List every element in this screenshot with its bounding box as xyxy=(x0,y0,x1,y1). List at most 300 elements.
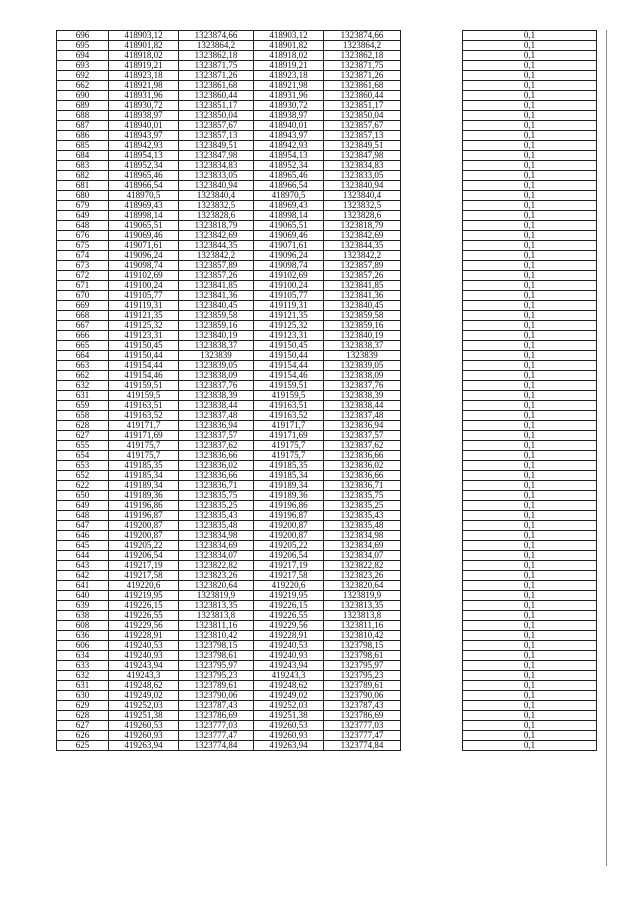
point-number-cell: 662 xyxy=(57,371,109,381)
tolerance-cell: 0,1 xyxy=(463,231,597,241)
x-coordinate-new-cell: 419185,35 xyxy=(254,461,324,471)
x-coordinate-cell: 419100,24 xyxy=(109,281,179,291)
x-coordinate-cell: 418923,18 xyxy=(109,71,179,81)
tolerance-cell: 0,1 xyxy=(463,591,597,601)
y-coordinate-new-cell: 1323790,06 xyxy=(324,691,401,701)
y-coordinate-cell: 1323859,16 xyxy=(179,321,254,331)
y-coordinate-cell: 1323774,84 xyxy=(179,741,254,751)
table-row xyxy=(57,471,597,481)
x-coordinate-new-cell: 419228,91 xyxy=(254,631,324,641)
spacer-cell xyxy=(401,561,463,571)
point-number-cell: 633 xyxy=(57,661,109,671)
y-coordinate-cell: 1323822,82 xyxy=(179,561,254,571)
point-number-cell: 645 xyxy=(57,541,109,551)
table-row xyxy=(57,31,597,41)
table-row xyxy=(57,681,597,691)
y-coordinate-cell: 1323840,94 xyxy=(179,181,254,191)
y-coordinate-new-cell: 1323837,57 xyxy=(324,431,401,441)
x-coordinate-cell: 419125,32 xyxy=(109,321,179,331)
table-row xyxy=(57,71,597,81)
y-coordinate-cell: 1323847,98 xyxy=(179,151,254,161)
x-coordinate-new-cell: 419260,53 xyxy=(254,721,324,731)
x-coordinate-cell: 419189,34 xyxy=(109,481,179,491)
table-row xyxy=(57,41,597,51)
x-coordinate-new-cell: 418943,97 xyxy=(254,131,324,141)
x-coordinate-new-cell: 418966,54 xyxy=(254,181,324,191)
x-coordinate-new-cell: 419226,15 xyxy=(254,601,324,611)
table-row xyxy=(57,631,597,641)
y-coordinate-cell: 1323790,06 xyxy=(179,691,254,701)
spacer-cell xyxy=(401,721,463,731)
tolerance-cell: 0,1 xyxy=(463,731,597,741)
y-coordinate-new-cell: 1323836,71 xyxy=(324,481,401,491)
table-row xyxy=(57,541,597,551)
y-coordinate-cell: 1323849,51 xyxy=(179,141,254,151)
spacer-cell xyxy=(401,481,463,491)
x-coordinate-cell: 419159,51 xyxy=(109,381,179,391)
point-number-cell: 665 xyxy=(57,341,109,351)
x-coordinate-new-cell: 418965,46 xyxy=(254,171,324,181)
x-coordinate-new-cell: 419263,94 xyxy=(254,741,324,751)
table-row xyxy=(57,421,597,431)
spacer-cell xyxy=(401,221,463,231)
tolerance-cell: 0,1 xyxy=(463,291,597,301)
point-number-cell: 632 xyxy=(57,671,109,681)
spacer-cell xyxy=(401,631,463,641)
tolerance-cell: 0,1 xyxy=(463,551,597,561)
tolerance-cell: 0,1 xyxy=(463,471,597,481)
x-coordinate-new-cell: 419240,53 xyxy=(254,641,324,651)
x-coordinate-cell: 419069,46 xyxy=(109,231,179,241)
table-row xyxy=(57,181,597,191)
point-number-cell: 693 xyxy=(57,61,109,71)
y-coordinate-cell: 1323836,66 xyxy=(179,451,254,461)
x-coordinate-new-cell: 419175,7 xyxy=(254,441,324,451)
spacer-cell xyxy=(401,521,463,531)
y-coordinate-cell: 1323777,03 xyxy=(179,721,254,731)
table-row xyxy=(57,211,597,221)
y-coordinate-cell: 1323851,17 xyxy=(179,101,254,111)
y-coordinate-cell: 1323777,47 xyxy=(179,731,254,741)
tolerance-cell: 0,1 xyxy=(463,581,597,591)
y-coordinate-cell: 1323823,26 xyxy=(179,571,254,581)
x-coordinate-new-cell: 418921,98 xyxy=(254,81,324,91)
tolerance-cell: 0,1 xyxy=(463,671,597,681)
y-coordinate-cell: 1323838,39 xyxy=(179,391,254,401)
x-coordinate-new-cell: 418930,72 xyxy=(254,101,324,111)
x-coordinate-new-cell: 419150,44 xyxy=(254,351,324,361)
spacer-cell xyxy=(401,551,463,561)
x-coordinate-new-cell: 419206,54 xyxy=(254,551,324,561)
tolerance-cell: 0,1 xyxy=(463,491,597,501)
y-coordinate-cell: 1323838,44 xyxy=(179,401,254,411)
table-row xyxy=(57,301,597,311)
x-coordinate-new-cell: 419243,3 xyxy=(254,671,324,681)
x-coordinate-new-cell: 419121,35 xyxy=(254,311,324,321)
x-coordinate-cell: 418965,46 xyxy=(109,171,179,181)
spacer-cell xyxy=(401,271,463,281)
x-coordinate-new-cell: 419189,36 xyxy=(254,491,324,501)
tolerance-cell: 0,1 xyxy=(463,211,597,221)
y-coordinate-new-cell: 1323837,48 xyxy=(324,411,401,421)
x-coordinate-cell: 419243,94 xyxy=(109,661,179,671)
x-coordinate-cell: 419200,87 xyxy=(109,521,179,531)
spacer-cell xyxy=(401,181,463,191)
spacer-cell xyxy=(401,251,463,261)
x-coordinate-cell: 419240,93 xyxy=(109,651,179,661)
spacer-cell xyxy=(401,81,463,91)
tolerance-cell: 0,1 xyxy=(463,381,597,391)
y-coordinate-cell: 1323871,26 xyxy=(179,71,254,81)
x-coordinate-new-cell: 419248,62 xyxy=(254,681,324,691)
table-row xyxy=(57,331,597,341)
table-row xyxy=(57,261,597,271)
y-coordinate-cell: 1323835,43 xyxy=(179,511,254,521)
point-number-cell: 639 xyxy=(57,601,109,611)
y-coordinate-new-cell: 1323835,43 xyxy=(324,511,401,521)
x-coordinate-cell: 418943,97 xyxy=(109,131,179,141)
point-number-cell: 662 xyxy=(57,81,109,91)
y-coordinate-cell: 1323832,5 xyxy=(179,201,254,211)
x-coordinate-new-cell: 419096,24 xyxy=(254,251,324,261)
x-coordinate-new-cell: 419102,69 xyxy=(254,271,324,281)
tolerance-cell: 0,1 xyxy=(463,331,597,341)
y-coordinate-cell: 1323835,25 xyxy=(179,501,254,511)
spacer-cell xyxy=(401,431,463,441)
x-coordinate-new-cell: 418940,01 xyxy=(254,121,324,131)
y-coordinate-cell: 1323864,2 xyxy=(179,41,254,51)
y-coordinate-new-cell: 1323849,51 xyxy=(324,141,401,151)
y-coordinate-new-cell: 1323777,03 xyxy=(324,721,401,731)
y-coordinate-new-cell: 1323774,84 xyxy=(324,741,401,751)
y-coordinate-new-cell: 1323839,05 xyxy=(324,361,401,371)
x-coordinate-cell: 419226,55 xyxy=(109,611,179,621)
y-coordinate-new-cell: 1323862,18 xyxy=(324,51,401,61)
y-coordinate-new-cell: 1323789,61 xyxy=(324,681,401,691)
x-coordinate-cell: 419226,15 xyxy=(109,601,179,611)
spacer-cell xyxy=(401,681,463,691)
y-coordinate-new-cell: 1323857,67 xyxy=(324,121,401,131)
x-coordinate-cell: 419217,58 xyxy=(109,571,179,581)
tolerance-cell: 0,1 xyxy=(463,41,597,51)
spacer-cell xyxy=(401,51,463,61)
y-coordinate-cell: 1323837,76 xyxy=(179,381,254,391)
y-coordinate-new-cell: 1323798,15 xyxy=(324,641,401,651)
tolerance-cell: 0,1 xyxy=(463,451,597,461)
table-row xyxy=(57,221,597,231)
point-number-cell: 671 xyxy=(57,281,109,291)
tolerance-cell: 0,1 xyxy=(463,301,597,311)
point-number-cell: 655 xyxy=(57,441,109,451)
x-coordinate-new-cell: 419200,87 xyxy=(254,531,324,541)
spacer-cell xyxy=(401,41,463,51)
y-coordinate-new-cell: 1323838,39 xyxy=(324,391,401,401)
x-coordinate-cell: 419240,53 xyxy=(109,641,179,651)
point-number-cell: 652 xyxy=(57,471,109,481)
x-coordinate-new-cell: 419251,38 xyxy=(254,711,324,721)
x-coordinate-cell: 418998,14 xyxy=(109,211,179,221)
y-coordinate-new-cell: 1323786,69 xyxy=(324,711,401,721)
tolerance-cell: 0,1 xyxy=(463,531,597,541)
y-coordinate-new-cell: 1323834,83 xyxy=(324,161,401,171)
x-coordinate-cell: 419252,03 xyxy=(109,701,179,711)
x-coordinate-new-cell: 419125,32 xyxy=(254,321,324,331)
y-coordinate-new-cell: 1323836,94 xyxy=(324,421,401,431)
spacer-cell xyxy=(401,341,463,351)
table-row xyxy=(57,171,597,181)
y-coordinate-cell: 1323833,05 xyxy=(179,171,254,181)
x-coordinate-cell: 419096,24 xyxy=(109,251,179,261)
point-number-cell: 674 xyxy=(57,251,109,261)
point-number-cell: 626 xyxy=(57,731,109,741)
y-coordinate-cell: 1323837,57 xyxy=(179,431,254,441)
x-coordinate-new-cell: 419243,94 xyxy=(254,661,324,671)
y-coordinate-cell: 1323828,6 xyxy=(179,211,254,221)
x-coordinate-new-cell: 419226,55 xyxy=(254,611,324,621)
x-coordinate-cell: 419217,19 xyxy=(109,561,179,571)
table-row xyxy=(57,351,597,361)
table-row xyxy=(57,381,597,391)
point-number-cell: 640 xyxy=(57,591,109,601)
x-coordinate-new-cell: 419163,51 xyxy=(254,401,324,411)
table-row xyxy=(57,341,597,351)
x-coordinate-new-cell: 419229,56 xyxy=(254,621,324,631)
point-number-cell: 630 xyxy=(57,691,109,701)
point-number-cell: 673 xyxy=(57,261,109,271)
point-number-cell: 659 xyxy=(57,401,109,411)
tolerance-cell: 0,1 xyxy=(463,71,597,81)
y-coordinate-cell: 1323834,07 xyxy=(179,551,254,561)
spacer-cell xyxy=(401,61,463,71)
x-coordinate-cell: 418903,12 xyxy=(109,31,179,41)
x-coordinate-new-cell: 419171,69 xyxy=(254,431,324,441)
spacer-cell xyxy=(401,121,463,131)
y-coordinate-cell: 1323836,66 xyxy=(179,471,254,481)
x-coordinate-cell: 419071,61 xyxy=(109,241,179,251)
point-number-cell: 696 xyxy=(57,31,109,41)
x-coordinate-new-cell: 419105,77 xyxy=(254,291,324,301)
x-coordinate-new-cell: 418919,21 xyxy=(254,61,324,71)
tolerance-cell: 0,1 xyxy=(463,481,597,491)
spacer-cell xyxy=(401,541,463,551)
y-coordinate-new-cell: 1323823,26 xyxy=(324,571,401,581)
y-coordinate-cell: 1323839 xyxy=(179,351,254,361)
point-number-cell: 666 xyxy=(57,331,109,341)
y-coordinate-cell: 1323841,36 xyxy=(179,291,254,301)
y-coordinate-new-cell: 1323840,4 xyxy=(324,191,401,201)
point-number-cell: 664 xyxy=(57,351,109,361)
x-coordinate-cell: 419220,6 xyxy=(109,581,179,591)
y-coordinate-cell: 1323842,69 xyxy=(179,231,254,241)
tolerance-cell: 0,1 xyxy=(463,571,597,581)
x-coordinate-new-cell: 419154,44 xyxy=(254,361,324,371)
y-coordinate-new-cell: 1323857,26 xyxy=(324,271,401,281)
spacer-cell xyxy=(401,611,463,621)
x-coordinate-cell: 419229,56 xyxy=(109,621,179,631)
y-coordinate-cell: 1323857,89 xyxy=(179,261,254,271)
spacer-cell xyxy=(401,421,463,431)
spacer-cell xyxy=(401,301,463,311)
y-coordinate-new-cell: 1323850,04 xyxy=(324,111,401,121)
point-number-cell: 668 xyxy=(57,311,109,321)
table-row xyxy=(57,521,597,531)
tolerance-cell: 0,1 xyxy=(463,371,597,381)
tolerance-cell: 0,1 xyxy=(463,131,597,141)
y-coordinate-new-cell: 1323828,6 xyxy=(324,211,401,221)
x-coordinate-cell: 419185,35 xyxy=(109,461,179,471)
table-row xyxy=(57,561,597,571)
table-row xyxy=(57,161,597,171)
point-number-cell: 682 xyxy=(57,171,109,181)
table-row xyxy=(57,151,597,161)
y-coordinate-new-cell: 1323819,9 xyxy=(324,591,401,601)
y-coordinate-cell: 1323859,58 xyxy=(179,311,254,321)
tolerance-cell: 0,1 xyxy=(463,631,597,641)
x-coordinate-cell: 419150,44 xyxy=(109,351,179,361)
point-number-cell: 625 xyxy=(57,741,109,751)
y-coordinate-new-cell: 1323857,13 xyxy=(324,131,401,141)
x-coordinate-cell: 418938,97 xyxy=(109,111,179,121)
point-number-cell: 687 xyxy=(57,121,109,131)
table-row xyxy=(57,551,597,561)
y-coordinate-new-cell: 1323851,17 xyxy=(324,101,401,111)
y-coordinate-new-cell: 1323840,19 xyxy=(324,331,401,341)
table-row xyxy=(57,621,597,631)
table-row xyxy=(57,651,597,661)
point-number-cell: 649 xyxy=(57,211,109,221)
spacer-cell xyxy=(401,451,463,461)
y-coordinate-new-cell: 1323822,82 xyxy=(324,561,401,571)
spacer-cell xyxy=(401,491,463,501)
point-number-cell: 672 xyxy=(57,271,109,281)
y-coordinate-cell: 1323835,48 xyxy=(179,521,254,531)
x-coordinate-cell: 419260,93 xyxy=(109,731,179,741)
table-row xyxy=(57,571,597,581)
spacer-cell xyxy=(401,141,463,151)
x-coordinate-cell: 419175,7 xyxy=(109,441,179,451)
y-coordinate-cell: 1323860,44 xyxy=(179,91,254,101)
point-number-cell: 638 xyxy=(57,611,109,621)
y-coordinate-cell: 1323874,66 xyxy=(179,31,254,41)
spacer-cell xyxy=(401,741,463,751)
y-coordinate-cell: 1323810,42 xyxy=(179,631,254,641)
y-coordinate-new-cell: 1323857,89 xyxy=(324,261,401,271)
y-coordinate-new-cell: 1323813,35 xyxy=(324,601,401,611)
x-coordinate-cell: 419260,53 xyxy=(109,721,179,731)
y-coordinate-new-cell: 1323837,62 xyxy=(324,441,401,451)
y-coordinate-new-cell: 1323813,8 xyxy=(324,611,401,621)
x-coordinate-cell: 419249,02 xyxy=(109,691,179,701)
spacer-cell xyxy=(401,311,463,321)
y-coordinate-new-cell: 1323859,58 xyxy=(324,311,401,321)
table-row xyxy=(57,411,597,421)
x-coordinate-new-cell: 418952,34 xyxy=(254,161,324,171)
x-coordinate-cell: 419189,36 xyxy=(109,491,179,501)
y-coordinate-cell: 1323857,13 xyxy=(179,131,254,141)
spacer-cell xyxy=(401,621,463,631)
tolerance-cell: 0,1 xyxy=(463,741,597,751)
tolerance-cell: 0,1 xyxy=(463,611,597,621)
point-number-cell: 653 xyxy=(57,461,109,471)
table-row xyxy=(57,121,597,131)
table-row xyxy=(57,321,597,331)
table-row xyxy=(57,91,597,101)
tolerance-cell: 0,1 xyxy=(463,261,597,271)
y-coordinate-cell: 1323836,71 xyxy=(179,481,254,491)
tolerance-cell: 0,1 xyxy=(463,541,597,551)
y-coordinate-new-cell: 1323871,75 xyxy=(324,61,401,71)
x-coordinate-new-cell: 419065,51 xyxy=(254,221,324,231)
y-coordinate-new-cell: 1323840,45 xyxy=(324,301,401,311)
y-coordinate-cell: 1323841,85 xyxy=(179,281,254,291)
y-coordinate-new-cell: 1323861,68 xyxy=(324,81,401,91)
y-coordinate-cell: 1323844,35 xyxy=(179,241,254,251)
y-coordinate-cell: 1323786,69 xyxy=(179,711,254,721)
x-coordinate-cell: 418919,21 xyxy=(109,61,179,71)
x-coordinate-cell: 419163,51 xyxy=(109,401,179,411)
y-coordinate-cell: 1323798,61 xyxy=(179,651,254,661)
y-coordinate-cell: 1323837,48 xyxy=(179,411,254,421)
y-coordinate-new-cell: 1323836,02 xyxy=(324,461,401,471)
tolerance-cell: 0,1 xyxy=(463,281,597,291)
tolerance-cell: 0,1 xyxy=(463,601,597,611)
spacer-cell xyxy=(401,641,463,651)
y-coordinate-cell: 1323840,45 xyxy=(179,301,254,311)
tolerance-cell: 0,1 xyxy=(463,341,597,351)
y-coordinate-new-cell: 1323859,16 xyxy=(324,321,401,331)
table-row xyxy=(57,711,597,721)
y-coordinate-new-cell: 1323838,09 xyxy=(324,371,401,381)
tolerance-cell: 0,1 xyxy=(463,421,597,431)
tolerance-cell: 0,1 xyxy=(463,711,597,721)
point-number-cell: 606 xyxy=(57,641,109,651)
y-coordinate-cell: 1323836,02 xyxy=(179,461,254,471)
x-coordinate-cell: 419163,52 xyxy=(109,411,179,421)
tolerance-cell: 0,1 xyxy=(463,181,597,191)
y-coordinate-new-cell: 1323847,98 xyxy=(324,151,401,161)
table-row xyxy=(57,491,597,501)
table-row xyxy=(57,441,597,451)
x-coordinate-cell: 419154,44 xyxy=(109,361,179,371)
tolerance-cell: 0,1 xyxy=(463,51,597,61)
x-coordinate-cell: 418969,43 xyxy=(109,201,179,211)
x-coordinate-new-cell: 419100,24 xyxy=(254,281,324,291)
point-number-cell: 670 xyxy=(57,291,109,301)
y-coordinate-new-cell: 1323841,85 xyxy=(324,281,401,291)
table-row xyxy=(57,451,597,461)
x-coordinate-new-cell: 419098,74 xyxy=(254,261,324,271)
spacer-cell xyxy=(401,281,463,291)
table-row xyxy=(57,61,597,71)
tolerance-cell: 0,1 xyxy=(463,561,597,571)
tolerance-cell: 0,1 xyxy=(463,501,597,511)
y-coordinate-new-cell: 1323841,36 xyxy=(324,291,401,301)
point-number-cell: 650 xyxy=(57,491,109,501)
table-row xyxy=(57,191,597,201)
y-coordinate-new-cell: 1323795,97 xyxy=(324,661,401,671)
tolerance-cell: 0,1 xyxy=(463,241,597,251)
x-coordinate-cell: 419171,69 xyxy=(109,431,179,441)
tolerance-cell: 0,1 xyxy=(463,321,597,331)
x-coordinate-cell: 418952,34 xyxy=(109,161,179,171)
spacer-cell xyxy=(401,31,463,41)
x-coordinate-new-cell: 419071,61 xyxy=(254,241,324,251)
x-coordinate-cell: 419105,77 xyxy=(109,291,179,301)
y-coordinate-cell: 1323813,8 xyxy=(179,611,254,621)
spacer-cell xyxy=(401,701,463,711)
x-coordinate-new-cell: 418954,13 xyxy=(254,151,324,161)
spacer-cell xyxy=(401,191,463,201)
